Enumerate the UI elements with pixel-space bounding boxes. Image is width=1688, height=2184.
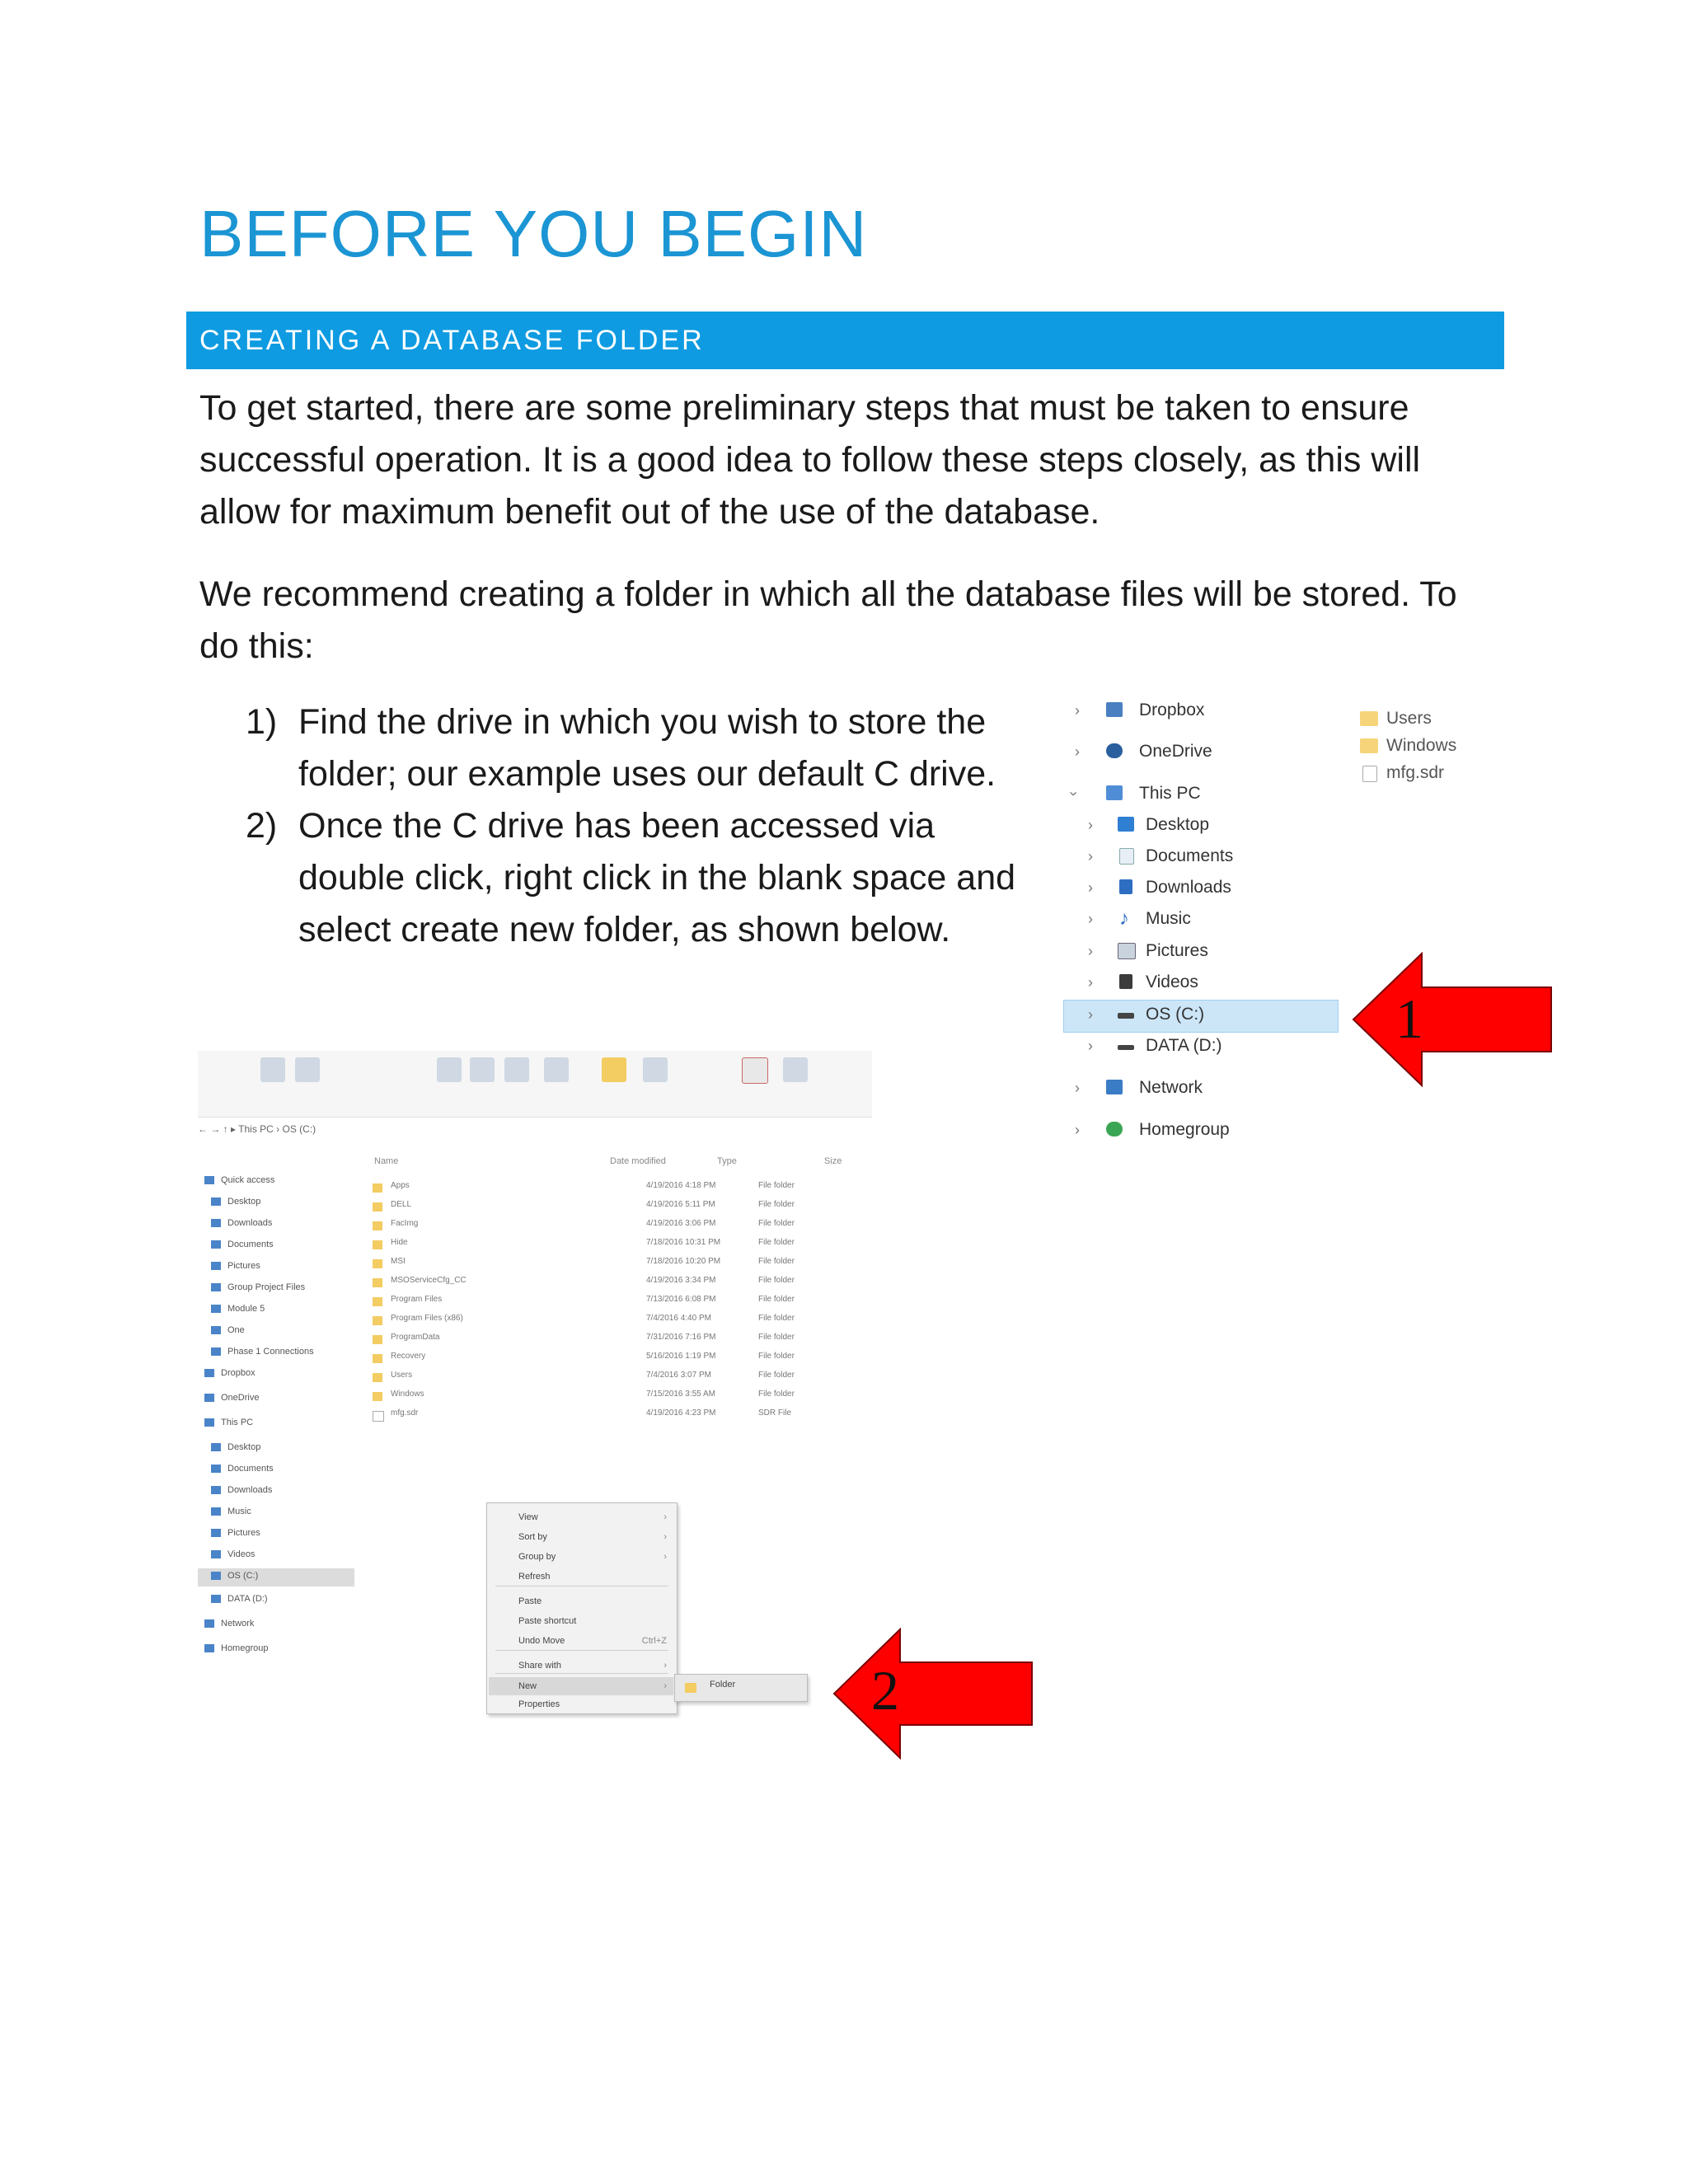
documents-icon <box>1119 848 1134 865</box>
sidebar-item[interactable] <box>204 1390 259 1405</box>
sidebar-item-label: Documents <box>227 1240 274 1249</box>
sidebar-item-label: One <box>227 1325 245 1335</box>
nav-item-label: Pictures <box>1146 941 1208 960</box>
folder-icon <box>373 1392 382 1401</box>
desktop-icon <box>1118 817 1134 832</box>
sidebar-item-icon <box>204 1394 214 1402</box>
sidebar-item-icon <box>211 1465 221 1473</box>
file-type: File folder <box>758 1333 795 1342</box>
sidebar-item-icon <box>211 1347 221 1356</box>
context-menu-item[interactable] <box>518 1677 667 1695</box>
file-type: File folder <box>758 1276 795 1285</box>
file-date: 4/19/2016 4:23 PM <box>646 1408 716 1418</box>
nav-item-label: Downloads <box>1146 878 1231 897</box>
new-folder-icon[interactable] <box>602 1057 626 1082</box>
file-name: MSOServiceCfg_CC <box>391 1276 467 1285</box>
file-type: File folder <box>758 1257 795 1266</box>
file-name: MSI <box>391 1257 406 1266</box>
file-name: Recovery <box>391 1352 426 1361</box>
sidebar-item-icon <box>211 1262 221 1270</box>
steps-list <box>231 696 1047 956</box>
sidebar-item-label: OneDrive <box>221 1393 260 1403</box>
folder-icon <box>373 1278 382 1287</box>
file-type: File folder <box>758 1181 795 1190</box>
table-row[interactable] <box>373 1200 867 1215</box>
nav-item-label: DATA (D:) <box>1146 1036 1222 1055</box>
menu-item-label: Properties <box>518 1699 560 1709</box>
sidebar-item[interactable] <box>211 1504 251 1519</box>
file-type: File folder <box>758 1371 795 1380</box>
file-date: 7/18/2016 10:20 PM <box>646 1257 721 1266</box>
table-row[interactable] <box>373 1314 867 1329</box>
sidebar-item[interactable] <box>211 1323 245 1338</box>
red-arrow-2 <box>832 1628 1034 1760</box>
file-type: File folder <box>758 1238 795 1247</box>
file-type: SDR File <box>758 1408 792 1418</box>
dropbox-icon <box>1106 702 1123 717</box>
nav-item-label: Videos <box>1146 972 1198 991</box>
sidebar-item-icon <box>204 1369 214 1377</box>
folder-icon <box>685 1683 696 1693</box>
file-name: Users <box>391 1371 413 1380</box>
sidebar-item-label: Documents <box>227 1464 274 1474</box>
file-date: 5/16/2016 1:19 PM <box>646 1352 716 1361</box>
file-name: Windows <box>391 1390 424 1399</box>
file-date: 7/18/2016 10:31 PM <box>646 1238 721 1247</box>
column-header-name[interactable]: Name <box>374 1156 399 1166</box>
sidebar-item[interactable] <box>211 1237 274 1252</box>
sidebar-item[interactable] <box>204 1366 256 1380</box>
sidebar-item[interactable] <box>211 1280 305 1295</box>
table-row[interactable] <box>373 1352 867 1366</box>
sidebar-item[interactable] <box>211 1194 260 1209</box>
sidebar-item-icon <box>204 1619 214 1628</box>
chevron-right-icon[interactable]: › <box>1088 1006 1093 1023</box>
nav-item-label: Homegroup <box>1139 1120 1230 1139</box>
folder-icon <box>373 1183 382 1193</box>
file-date: 7/4/2016 3:07 PM <box>646 1371 711 1380</box>
sidebar-item-label: Desktop <box>227 1197 261 1207</box>
list-item <box>231 696 1047 800</box>
videos-icon <box>1119 974 1132 989</box>
context-menu-item[interactable] <box>518 1695 667 1713</box>
folder-icon <box>373 1240 382 1249</box>
chevron-right-icon[interactable]: › <box>1075 1080 1080 1096</box>
context-menu-item[interactable] <box>518 1568 667 1586</box>
context-menu-item[interactable] <box>518 1657 667 1675</box>
context-menu-item[interactable] <box>518 1528 667 1546</box>
sidebar-item[interactable] <box>211 1344 314 1359</box>
folder-contents-screenshot <box>1360 688 1492 804</box>
list-item <box>231 800 1047 956</box>
ribbon-button[interactable] <box>643 1057 668 1082</box>
menu-item-label: Group by <box>518 1552 556 1562</box>
file-name: Hide <box>391 1238 408 1247</box>
nav-item-label: Documents <box>1146 846 1234 865</box>
sidebar-item-icon <box>211 1486 221 1494</box>
nav-item-label: Network <box>1139 1078 1203 1097</box>
this-pc-icon <box>1106 785 1123 800</box>
table-row[interactable] <box>373 1257 867 1272</box>
chevron-right-icon[interactable]: › <box>1075 743 1080 760</box>
sidebar-item-label: OS (C:) <box>227 1571 259 1581</box>
context-menu-item[interactable] <box>518 1632 667 1650</box>
column-header-type[interactable]: Type <box>717 1156 737 1166</box>
sidebar-item[interactable] <box>211 1301 265 1316</box>
sidebar-item-icon <box>211 1283 221 1291</box>
folder-icon <box>373 1316 382 1325</box>
sidebar-item-label: Homegroup <box>221 1643 269 1653</box>
context-menu <box>486 1502 678 1714</box>
item-label: Users <box>1386 709 1432 728</box>
file-type: File folder <box>758 1200 795 1209</box>
menu-item-accessory: › <box>663 1532 667 1542</box>
file-date: 4/19/2016 5:11 PM <box>646 1200 715 1209</box>
network-icon <box>1106 1080 1123 1094</box>
nav-item-label: Music <box>1146 909 1191 928</box>
file-icon <box>373 1411 384 1422</box>
context-menu-item[interactable] <box>518 1548 667 1566</box>
step-number: 1) <box>246 702 278 742</box>
folder-icon <box>373 1221 382 1230</box>
ribbon-button[interactable] <box>437 1057 462 1082</box>
chevron-right-icon[interactable]: › <box>1088 848 1093 865</box>
nav-item-label: OneDrive <box>1139 742 1212 761</box>
folder-icon <box>373 1354 382 1363</box>
step-text: Find the drive in which you wish to store the folder; our example uses our default C drive. <box>298 702 996 794</box>
menu-item-label: Paste shortcut <box>518 1616 577 1626</box>
ribbon-button[interactable] <box>295 1057 320 1082</box>
folder-icon <box>373 1297 382 1306</box>
sidebar-item-icon <box>211 1443 221 1451</box>
ribbon-button[interactable] <box>544 1057 569 1082</box>
ribbon-button[interactable] <box>260 1057 285 1082</box>
arrow-1-label: 1 <box>1395 987 1423 1050</box>
column-header-size[interactable]: Size <box>824 1156 842 1166</box>
properties-icon[interactable] <box>742 1057 768 1084</box>
step-number: 2) <box>246 806 278 846</box>
sidebar-item[interactable] <box>204 1415 253 1430</box>
file-name: FacImg <box>391 1219 419 1228</box>
table-row[interactable] <box>373 1371 867 1385</box>
menu-item-label: New <box>518 1681 537 1691</box>
sidebar-item-label: Pictures <box>227 1528 260 1538</box>
ribbon-button[interactable] <box>504 1057 529 1082</box>
sidebar-item-icon <box>204 1644 214 1652</box>
sidebar-item-label: Pictures <box>227 1261 260 1271</box>
sidebar-item-icon <box>204 1176 214 1184</box>
menu-item-label: Sort by <box>518 1532 547 1542</box>
nav-item-label: Dropbox <box>1139 701 1205 719</box>
submenu-item-folder[interactable]: Folder <box>710 1680 736 1690</box>
downloads-icon <box>1119 879 1132 894</box>
table-row[interactable] <box>373 1219 867 1234</box>
menu-item-label: Share with <box>518 1661 561 1671</box>
onedrive-icon <box>1106 743 1123 758</box>
context-menu-item[interactable] <box>518 1592 667 1610</box>
item-label: mfg.sdr <box>1386 763 1445 782</box>
file-icon <box>1362 766 1377 782</box>
page-title: BEFORE YOU BEGIN <box>199 197 868 270</box>
file-name: Program Files (x86) <box>391 1314 463 1323</box>
pictures-icon <box>1118 943 1136 959</box>
sidebar-item-label: DATA (D:) <box>227 1594 268 1604</box>
chevron-right-icon[interactable]: › <box>1088 879 1093 896</box>
sidebar-item-icon <box>211 1219 221 1227</box>
chevron-down-icon[interactable]: › <box>1066 791 1082 796</box>
sidebar-item-icon <box>211 1240 221 1249</box>
sidebar-item-icon <box>204 1418 214 1427</box>
sidebar-item-label: Videos <box>227 1549 256 1559</box>
file-name: mfg.sdr <box>391 1408 419 1418</box>
ribbon-button[interactable] <box>783 1057 808 1082</box>
folder-icon <box>373 1202 382 1212</box>
chevron-right-icon[interactable]: › <box>1088 974 1093 991</box>
menu-separator <box>495 1650 668 1651</box>
sidebar-item-icon <box>211 1550 221 1558</box>
file-date: 7/4/2016 4:40 PM <box>646 1314 711 1323</box>
sidebar-item[interactable] <box>211 1526 260 1540</box>
folder-icon <box>373 1335 382 1344</box>
file-type: File folder <box>758 1295 795 1304</box>
folder-icon <box>1360 738 1378 753</box>
menu-item-accessory: › <box>663 1661 667 1671</box>
column-header-date[interactable]: Date modified <box>610 1156 666 1166</box>
red-arrow-1 <box>1352 952 1554 1088</box>
sidebar-item-label: Downloads <box>227 1485 273 1495</box>
file-type: File folder <box>758 1352 795 1361</box>
sidebar-item[interactable] <box>211 1440 260 1455</box>
sidebar-item-icon <box>211 1529 221 1537</box>
sidebar-item-label: Network <box>221 1619 255 1629</box>
sidebar-item[interactable] <box>204 1616 254 1631</box>
file-explorer-screenshot <box>198 1051 874 1709</box>
menu-item-accessory: › <box>663 1681 667 1691</box>
file-type: File folder <box>758 1390 795 1399</box>
file-name: DELL <box>391 1200 412 1209</box>
nav-item-label: Desktop <box>1146 815 1210 834</box>
sidebar-item-label: Music <box>227 1507 251 1516</box>
arrow-2-label: 2 <box>871 1659 899 1722</box>
new-submenu[interactable] <box>674 1674 808 1702</box>
sidebar-item-label: Group Project Files <box>227 1282 306 1292</box>
file-date: 4/19/2016 3:06 PM <box>646 1219 716 1228</box>
file-name: Apps <box>391 1181 410 1190</box>
sidebar-item-label: Desktop <box>227 1442 261 1452</box>
folder-icon <box>373 1373 382 1382</box>
folder-icon <box>1360 711 1378 726</box>
menu-item-label: Refresh <box>518 1572 551 1582</box>
file-type: File folder <box>758 1219 795 1228</box>
sidebar-item[interactable] <box>211 1258 260 1273</box>
sidebar-item-icon <box>211 1326 221 1334</box>
menu-item-label: View <box>518 1512 538 1522</box>
chevron-right-icon[interactable]: › <box>1088 1038 1093 1054</box>
sidebar-item[interactable] <box>211 1568 258 1583</box>
table-row[interactable] <box>373 1295 867 1310</box>
chevron-right-icon[interactable]: › <box>1075 702 1080 719</box>
menu-item-accessory: Ctrl+Z <box>641 1636 667 1646</box>
item-label: Windows <box>1386 736 1457 755</box>
context-menu-item[interactable] <box>518 1508 667 1526</box>
sidebar-item[interactable] <box>211 1547 255 1562</box>
folder-icon <box>373 1259 382 1268</box>
drive-d-icon <box>1118 1045 1134 1050</box>
address-bar[interactable]: ← → ↑ ▸ This PC › OS (C:) <box>198 1123 316 1135</box>
sidebar-item-icon <box>211 1197 221 1206</box>
file-date: 4/19/2016 4:18 PM <box>646 1181 716 1190</box>
file-name: ProgramData <box>391 1333 440 1342</box>
table-row[interactable] <box>373 1408 867 1423</box>
sidebar-item[interactable] <box>211 1461 274 1476</box>
nav-item-label: This PC <box>1139 784 1201 803</box>
file-date: 7/15/2016 3:55 AM <box>646 1390 715 1399</box>
table-row[interactable] <box>373 1238 867 1253</box>
file-type: File folder <box>758 1314 795 1323</box>
section-heading-bar <box>186 312 1504 369</box>
intro-paragraph: To get started, there are some preliminary steps that must be taken to ensure successful operation. It is a good idea to follow these steps closely, as this will allow for maximum benefit out of the use of the database. <box>199 388 1421 532</box>
context-menu-item[interactable] <box>518 1612 667 1630</box>
sidebar-item-label: Phase 1 Connections <box>227 1347 314 1357</box>
sidebar-item[interactable] <box>211 1483 272 1497</box>
section-heading: CREATING A DATABASE FOLDER <box>199 325 705 356</box>
menu-item-label: Undo Move <box>518 1636 565 1646</box>
sidebar-item-icon <box>211 1305 221 1313</box>
file-date: 4/19/2016 3:34 PM <box>646 1276 716 1285</box>
file-date: 7/31/2016 7:16 PM <box>646 1333 716 1342</box>
sidebar-item-label: Quick access <box>221 1175 275 1185</box>
sidebar-item[interactable] <box>211 1216 272 1230</box>
table-row[interactable] <box>373 1276 867 1291</box>
table-row[interactable] <box>373 1181 867 1196</box>
drive-c-icon <box>1118 1013 1134 1019</box>
sidebar-item-label: Downloads <box>227 1218 273 1228</box>
step-text: Once the C drive has been accessed via double click, right click in the blank space and select create new folder, as shown below. <box>298 806 1016 949</box>
nav-item-label: OS (C:) <box>1146 1005 1205 1024</box>
table-row[interactable] <box>373 1333 867 1347</box>
navigation-pane-screenshot <box>1063 688 1352 1183</box>
recommendation-paragraph: We recommend creating a folder in which all the database files will be stored. To do this: <box>199 574 1457 666</box>
music-icon: ♪ <box>1119 907 1129 930</box>
file-date: 7/13/2016 6:08 PM <box>646 1295 716 1304</box>
sidebar-item-icon <box>211 1507 221 1516</box>
chevron-right-icon[interactable]: › <box>1088 817 1093 833</box>
chevron-right-icon[interactable]: › <box>1075 1122 1080 1138</box>
sidebar-item-label: This PC <box>221 1418 254 1427</box>
chevron-right-icon[interactable]: › <box>1088 943 1093 959</box>
ribbon-button[interactable] <box>470 1057 495 1082</box>
sidebar-item-label: Module 5 <box>227 1304 265 1314</box>
menu-item-label: Paste <box>518 1596 542 1606</box>
sidebar-item[interactable] <box>204 1641 268 1656</box>
chevron-right-icon[interactable]: › <box>1088 911 1093 927</box>
table-row[interactable] <box>373 1390 867 1404</box>
homegroup-icon <box>1106 1122 1123 1137</box>
sidebar-item-icon <box>211 1572 221 1580</box>
sidebar-item[interactable] <box>204 1173 274 1188</box>
ribbon <box>198 1051 872 1118</box>
menu-item-accessory: › <box>663 1512 667 1522</box>
menu-item-accessory: › <box>663 1552 667 1562</box>
sidebar-item-label: Dropbox <box>221 1368 256 1378</box>
file-name: Program Files <box>391 1295 443 1304</box>
sidebar-item[interactable] <box>211 1591 267 1606</box>
menu-separator <box>495 1673 668 1674</box>
sidebar-item-icon <box>211 1595 221 1603</box>
